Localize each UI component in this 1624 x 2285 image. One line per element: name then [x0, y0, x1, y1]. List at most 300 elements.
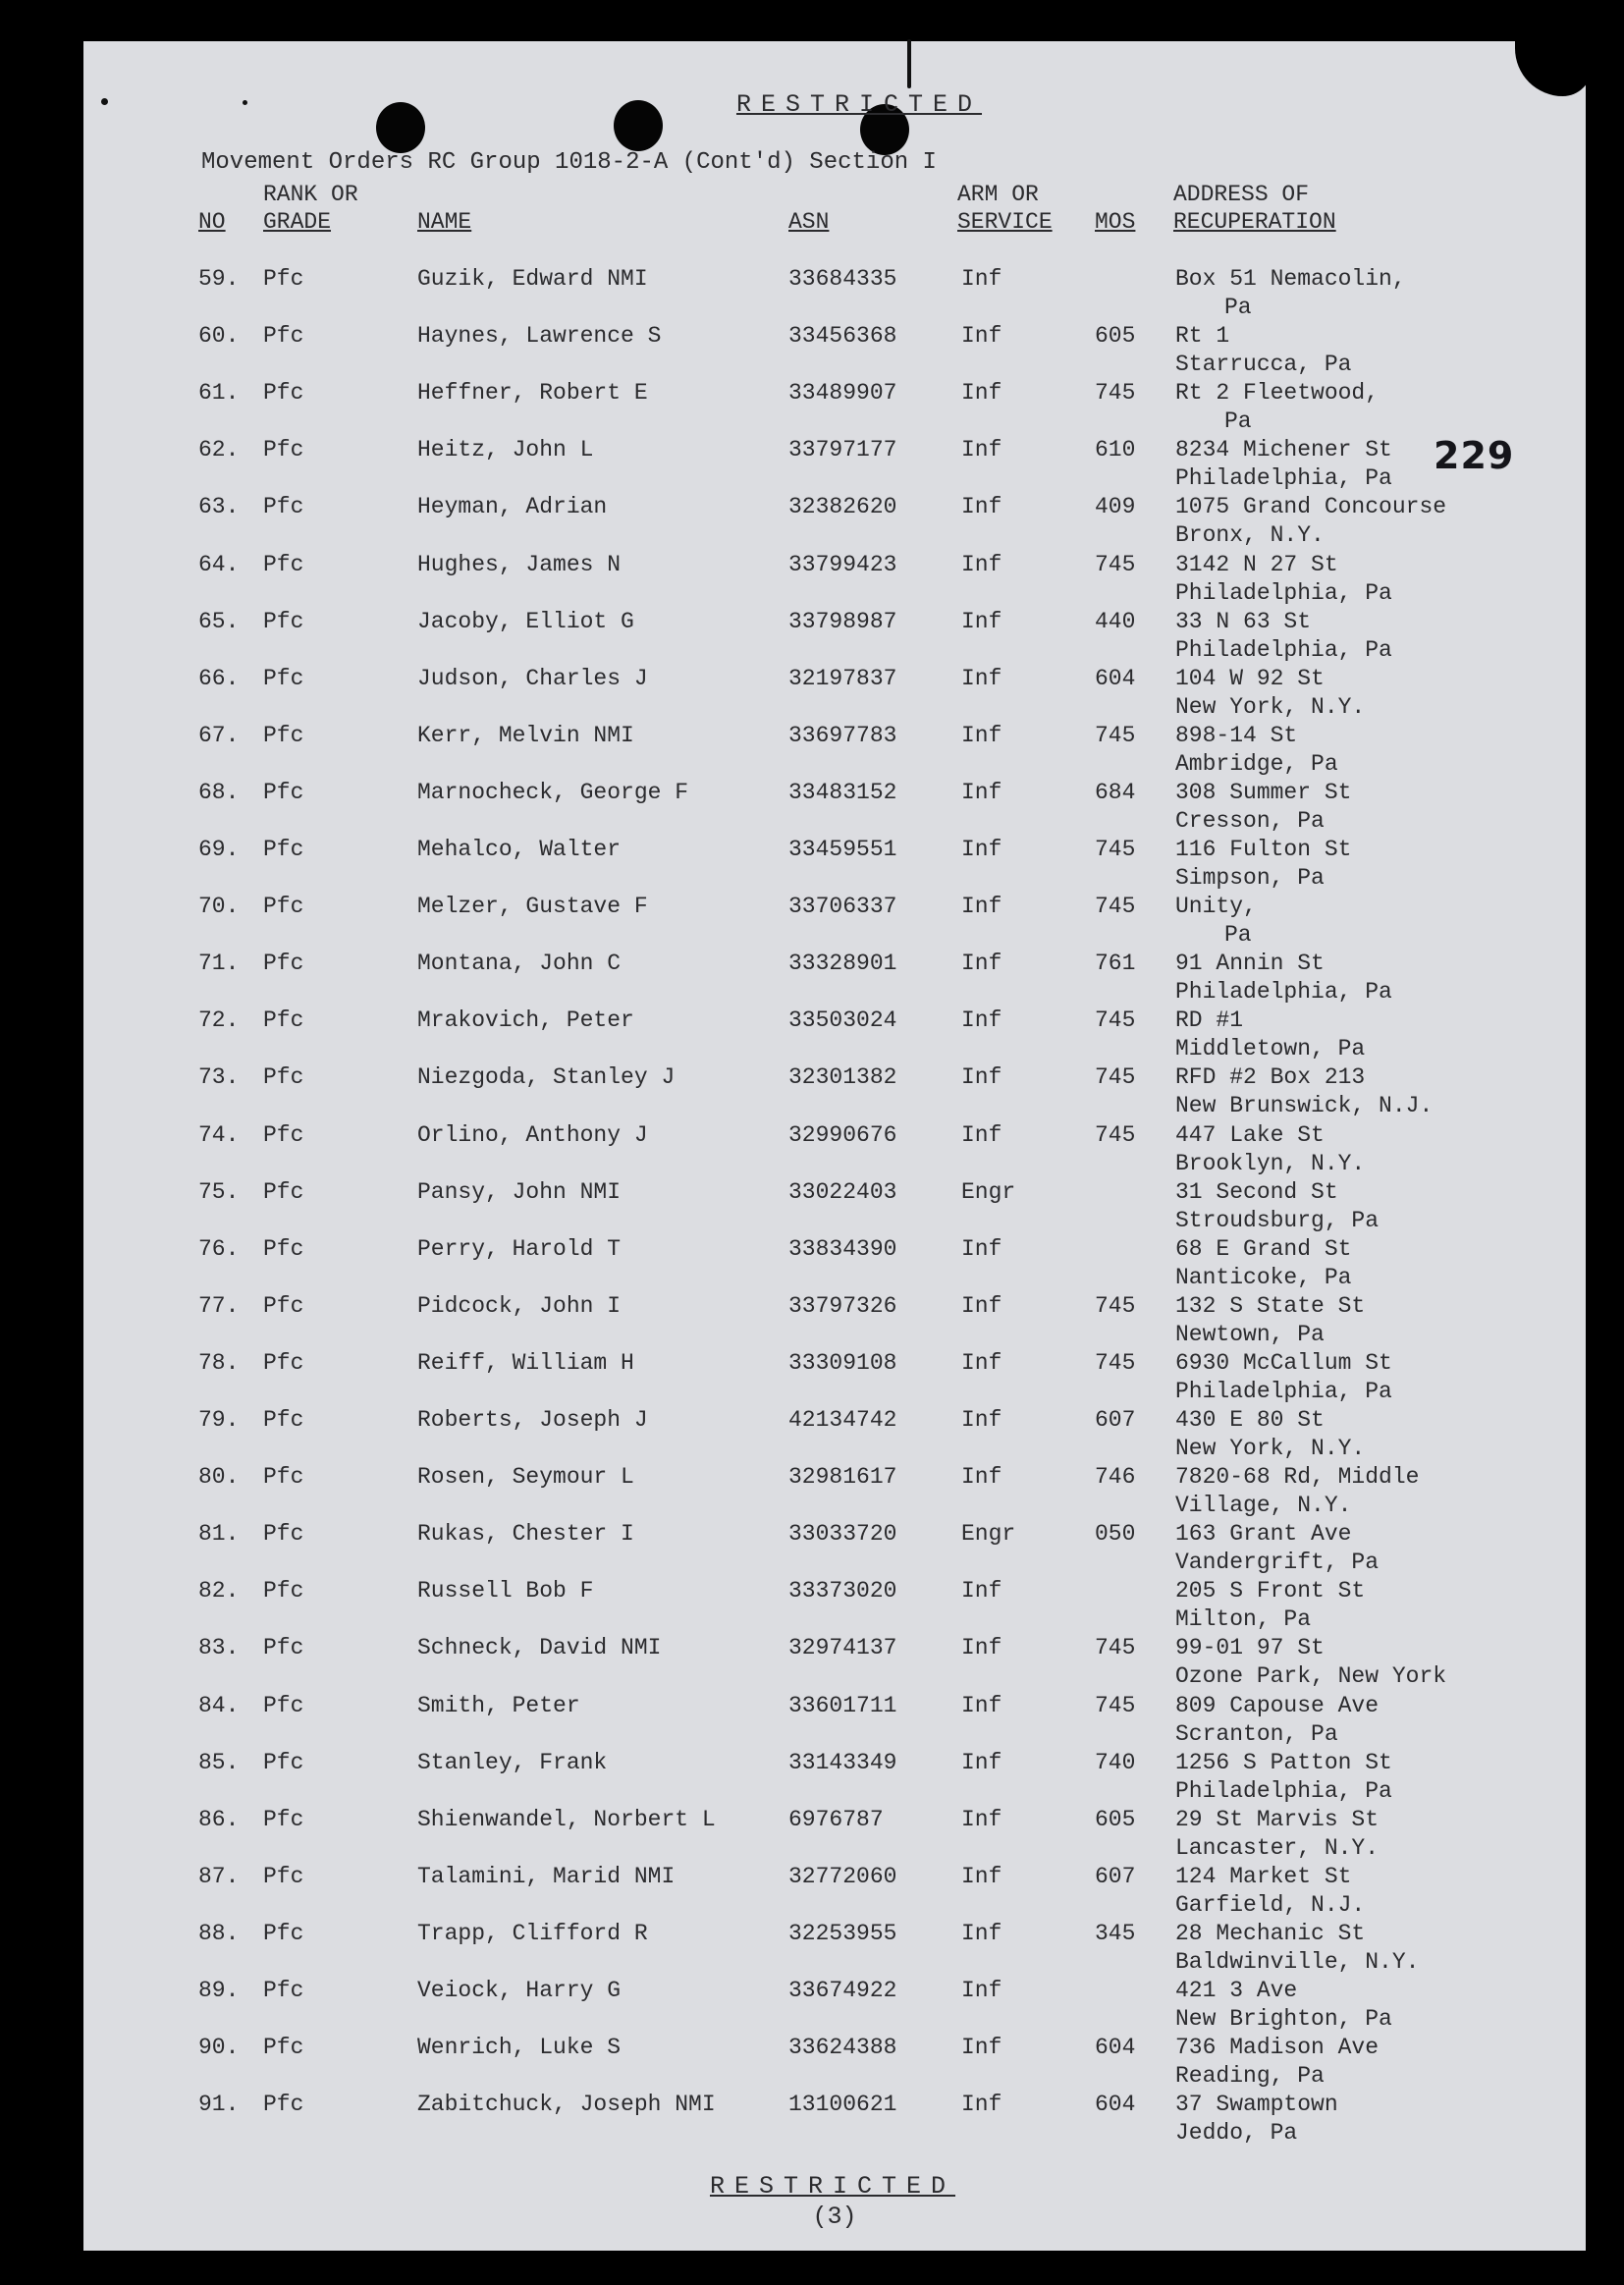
stamp-number: 229	[1434, 434, 1515, 477]
row-arm: Inf	[961, 2092, 1002, 2118]
table-row	[83, 1634, 1586, 1691]
row-grade: Pfc	[263, 1349, 304, 1376]
row-address	[1175, 2091, 1338, 2148]
row-asn: 33328901	[788, 951, 897, 977]
row-address-line2: Pa	[1224, 922, 1252, 949]
row-address-line2: Jeddo, Pa	[1175, 2120, 1298, 2147]
row-number: 84.	[198, 1692, 240, 1718]
row-name: Shienwandel, Norbert L	[417, 1806, 716, 1832]
row-grade: Pfc	[263, 1521, 304, 1548]
row-address-line1: 8234 Michener St	[1175, 437, 1392, 463]
row-name: Roberts, Joseph J	[417, 1407, 648, 1433]
row-mos: 745	[1095, 1121, 1136, 1148]
row-grade: Pfc	[263, 437, 304, 463]
row-address-line1: 99-01 97 St	[1175, 1635, 1325, 1661]
row-mos: 745	[1095, 1349, 1136, 1376]
row-name: Judson, Charles J	[417, 665, 648, 691]
table-row	[83, 2091, 1586, 2148]
table-row	[83, 1463, 1586, 1520]
row-arm: Inf	[961, 1349, 1002, 1376]
row-grade: Pfc	[263, 894, 304, 920]
document-page	[83, 41, 1586, 2251]
row-number: 74.	[198, 1121, 240, 1148]
row-address	[1175, 379, 1379, 436]
row-grade: Pfc	[263, 380, 304, 407]
table-row	[83, 893, 1586, 950]
row-address-line2: Newtown, Pa	[1175, 1321, 1325, 1347]
row-number: 63.	[198, 494, 240, 520]
row-number: 87.	[198, 1863, 240, 1889]
row-number: 86.	[198, 1806, 240, 1832]
column-header-arm-line2: SERVICE	[957, 209, 1053, 235]
row-address	[1175, 551, 1392, 608]
row-number: 77.	[198, 1292, 240, 1319]
row-address-line2: Cresson, Pa	[1175, 807, 1325, 834]
row-address-line2: Philadelphia, Pa	[1175, 979, 1392, 1006]
table-row	[83, 665, 1586, 722]
row-address-line2: Middletown, Pa	[1175, 1036, 1366, 1062]
row-arm: Inf	[961, 1692, 1002, 1718]
row-mos: 746	[1095, 1464, 1136, 1491]
row-name: Jacoby, Elliot G	[417, 608, 634, 634]
speck	[101, 98, 108, 105]
row-asn: 33373020	[788, 1578, 897, 1605]
row-mos: 604	[1095, 665, 1136, 691]
row-address-line1: 7820-68 Rd, Middle	[1175, 1464, 1420, 1491]
row-number: 90.	[198, 2035, 240, 2061]
table-row	[83, 1749, 1586, 1806]
row-address	[1175, 322, 1351, 379]
row-asn: 42134742	[788, 1407, 897, 1433]
row-mos: 745	[1095, 551, 1136, 577]
row-name: Montana, John C	[417, 951, 622, 977]
row-arm: Inf	[961, 266, 1002, 292]
row-address	[1175, 1063, 1433, 1120]
row-name: Mrakovich, Peter	[417, 1007, 634, 1034]
row-address-line1: 132 S State St	[1175, 1292, 1366, 1319]
row-name: Talamini, Marid NMI	[417, 1863, 676, 1889]
row-address-line1: RD #1	[1175, 1007, 1244, 1034]
row-asn: 33799423	[788, 551, 897, 577]
row-address-line2: Ozone Park, New York	[1175, 1663, 1447, 1690]
row-mos: 050	[1095, 1521, 1136, 1548]
row-asn: 33797326	[788, 1292, 897, 1319]
row-arm: Inf	[961, 1235, 1002, 1262]
row-asn: 33798987	[788, 608, 897, 634]
page-number: (3)	[812, 2203, 857, 2231]
row-address	[1175, 1349, 1392, 1406]
row-arm: Engr	[961, 1521, 1016, 1548]
restricted-footer: RESTRICTED	[709, 2172, 956, 2201]
row-arm: Inf	[961, 837, 1002, 862]
row-address	[1175, 1920, 1419, 1977]
row-grade: Pfc	[263, 837, 304, 862]
row-address-line1: 104 W 92 St	[1175, 665, 1325, 691]
row-grade: Pfc	[263, 494, 304, 520]
row-asn: 32253955	[788, 1920, 897, 1946]
table-row	[83, 1692, 1586, 1749]
row-asn: 13100621	[788, 2092, 897, 2118]
row-name: Hughes, James N	[417, 551, 622, 577]
row-address-line1: 736 Madison Ave	[1175, 2035, 1380, 2061]
row-number: 60.	[198, 323, 240, 350]
row-address-line1: 809 Capouse Ave	[1175, 1692, 1380, 1718]
row-address	[1175, 1806, 1379, 1863]
row-address-line2: Bronx, N.Y.	[1175, 522, 1325, 549]
row-mos: 761	[1095, 951, 1136, 977]
row-address-line1: Box 51 Nemacolin,	[1175, 266, 1406, 292]
row-address	[1175, 1863, 1365, 1920]
row-address-line2: Village, N.Y.	[1175, 1493, 1352, 1519]
row-grade: Pfc	[263, 1978, 304, 2003]
column-header-name	[417, 208, 471, 236]
row-grade: Pfc	[263, 1178, 304, 1205]
row-arm: Inf	[961, 951, 1002, 977]
row-name: Rosen, Seymour L	[417, 1464, 634, 1491]
row-grade: Pfc	[263, 1920, 304, 1946]
row-asn: 32990676	[788, 1121, 897, 1148]
row-arm: Inf	[961, 1749, 1002, 1775]
row-arm: Inf	[961, 1863, 1002, 1889]
row-number: 70.	[198, 894, 240, 920]
row-address-line1: Rt 1	[1175, 323, 1230, 350]
row-address	[1175, 665, 1365, 722]
row-mos: 440	[1095, 608, 1136, 634]
row-address-line1: 33 N 63 St	[1175, 608, 1312, 634]
row-address-line2: Milton, Pa	[1175, 1606, 1312, 1633]
row-name: Schneck, David NMI	[417, 1635, 662, 1661]
row-address-line2: Baldwinville, N.Y.	[1175, 1948, 1420, 1975]
table-row	[83, 779, 1586, 836]
row-grade: Pfc	[263, 1578, 304, 1605]
row-arm: Inf	[961, 1064, 1002, 1091]
row-name: Stanley, Frank	[417, 1749, 608, 1775]
row-grade: Pfc	[263, 1064, 304, 1091]
table-row	[83, 1292, 1586, 1349]
row-address-line1: 308 Summer St	[1175, 779, 1352, 805]
row-address	[1175, 779, 1351, 836]
row-address	[1175, 722, 1338, 779]
table-row	[83, 2034, 1586, 2091]
row-address-line2: Philadelphia, Pa	[1175, 579, 1392, 606]
row-number: 59.	[198, 266, 240, 292]
row-address-line2: Philadelphia, Pa	[1175, 1378, 1392, 1404]
row-name: Reiff, William H	[417, 1349, 634, 1376]
table-row	[83, 1235, 1586, 1292]
column-header-arm	[957, 181, 1053, 236]
row-address	[1175, 1977, 1392, 2034]
row-arm: Inf	[961, 551, 1002, 577]
table-row	[83, 1806, 1586, 1863]
row-arm: Inf	[961, 1635, 1002, 1661]
row-name: Haynes, Lawrence S	[417, 323, 662, 350]
row-arm: Inf	[961, 665, 1002, 691]
row-mos: 610	[1095, 437, 1136, 463]
row-grade: Pfc	[263, 2092, 304, 2118]
row-address	[1175, 1749, 1392, 1806]
row-address-line2: Philadelphia, Pa	[1175, 636, 1392, 663]
row-address-line2: Starrucca, Pa	[1175, 352, 1352, 378]
row-name: Trapp, Clifford R	[417, 1920, 648, 1946]
table-row	[83, 1178, 1586, 1235]
row-address-line1: 447 Lake St	[1175, 1121, 1325, 1148]
row-address-line1: 124 Market St	[1175, 1863, 1352, 1889]
document-title: Movement Orders RC Group 1018-2-A (Cont'd) Section I	[201, 149, 937, 176]
row-asn: 32197837	[788, 665, 897, 691]
row-address	[1175, 1577, 1365, 1634]
row-address-line2: Pa	[1224, 295, 1252, 320]
table-row	[83, 836, 1586, 893]
row-mos: 684	[1095, 779, 1136, 805]
row-arm: Inf	[961, 1578, 1002, 1605]
row-name: Veiock, Harry G	[417, 1978, 622, 2003]
row-name: Pansy, John NMI	[417, 1178, 622, 1205]
row-asn: 33456368	[788, 323, 897, 350]
column-header-rank-line2: GRADE	[263, 209, 332, 235]
row-arm: Inf	[961, 380, 1002, 407]
row-grade: Pfc	[263, 1292, 304, 1319]
row-address-line2: Lancaster, N.Y.	[1175, 1834, 1380, 1861]
row-name: Heyman, Adrian	[417, 494, 608, 520]
table-row	[83, 1406, 1586, 1463]
row-address-line2: Reading, Pa	[1175, 2063, 1325, 2090]
row-address-line1: 68 E Grand St	[1175, 1235, 1352, 1262]
row-grade: Pfc	[263, 665, 304, 691]
row-grade: Pfc	[263, 1235, 304, 1262]
row-arm: Inf	[961, 1407, 1002, 1433]
row-address-line1: Rt 2 Fleetwood,	[1175, 380, 1380, 407]
row-grade: Pfc	[263, 1464, 304, 1491]
row-address-line2: Philadelphia, Pa	[1175, 1777, 1392, 1804]
row-arm: Inf	[961, 494, 1002, 520]
row-address-line2: New Brunswick, N.J.	[1175, 1093, 1434, 1119]
row-grade: Pfc	[263, 1806, 304, 1832]
row-asn: 33503024	[788, 1007, 897, 1034]
row-address	[1175, 436, 1392, 493]
table-row	[83, 265, 1586, 322]
row-address-line1: 91 Annin St	[1175, 951, 1325, 977]
row-number: 83.	[198, 1635, 240, 1661]
row-mos: 745	[1095, 837, 1136, 862]
row-grade: Pfc	[263, 951, 304, 977]
row-asn: 32974137	[788, 1635, 897, 1661]
row-number: 72.	[198, 1007, 240, 1034]
row-address-line1: 37 Swamptown	[1175, 2092, 1338, 2118]
row-address-line2: Scranton, Pa	[1175, 1720, 1338, 1747]
table-row	[83, 493, 1586, 550]
row-name: Heitz, John L	[417, 437, 594, 463]
row-address-line2: Garfield, N.J.	[1175, 1891, 1366, 1918]
row-mos: 745	[1095, 1635, 1136, 1661]
row-asn: 32772060	[788, 1863, 897, 1889]
row-mos: 745	[1095, 722, 1136, 748]
row-asn: 6976787	[788, 1806, 884, 1832]
table-row	[83, 722, 1586, 779]
row-number: 78.	[198, 1349, 240, 1376]
row-number: 75.	[198, 1178, 240, 1205]
table-row	[83, 1121, 1586, 1178]
row-name: Perry, Harold T	[417, 1235, 622, 1262]
row-grade: Pfc	[263, 323, 304, 350]
row-asn: 33483152	[788, 779, 897, 805]
row-number: 85.	[198, 1749, 240, 1775]
row-arm: Inf	[961, 779, 1002, 805]
row-mos: 745	[1095, 894, 1136, 920]
row-arm: Inf	[961, 608, 1002, 634]
column-header-address-line1: ADDRESS OF	[1173, 182, 1310, 207]
table-row	[83, 950, 1586, 1006]
row-arm: Inf	[961, 1920, 1002, 1946]
column-header-no-label: NO	[198, 209, 226, 235]
row-arm: Inf	[961, 1007, 1002, 1034]
column-header-rank	[263, 181, 358, 236]
row-address	[1175, 893, 1257, 950]
row-address	[1175, 1178, 1379, 1235]
table-row	[83, 1349, 1586, 1406]
row-address-line2: Brooklyn, N.Y.	[1175, 1150, 1366, 1176]
row-asn: 33143349	[788, 1749, 897, 1775]
column-header-address-line2: RECUPERATION	[1173, 209, 1336, 235]
table-row	[83, 1063, 1586, 1120]
row-address	[1175, 950, 1392, 1006]
row-number: 68.	[198, 779, 240, 805]
row-mos: 745	[1095, 380, 1136, 407]
row-address-line2: New York, N.Y.	[1175, 693, 1366, 720]
row-name: Russell Bob F	[417, 1578, 594, 1605]
row-arm: Inf	[961, 1806, 1002, 1832]
row-mos: 604	[1095, 2092, 1136, 2118]
table-row	[83, 1520, 1586, 1577]
row-asn: 33674922	[788, 1978, 897, 2003]
row-number: 71.	[198, 951, 240, 977]
row-mos: 345	[1095, 1920, 1136, 1946]
row-number: 82.	[198, 1578, 240, 1605]
row-number: 73.	[198, 1064, 240, 1091]
row-name: Marnocheck, George F	[417, 779, 689, 805]
row-asn: 33706337	[788, 894, 897, 920]
row-grade: Pfc	[263, 1007, 304, 1034]
row-grade: Pfc	[263, 1863, 304, 1889]
row-number: 91.	[198, 2092, 240, 2118]
row-address	[1175, 1121, 1365, 1178]
row-asn: 33834390	[788, 1235, 897, 1262]
row-address-line1: 28 Mechanic St	[1175, 1920, 1366, 1946]
table-row	[83, 608, 1586, 665]
staple-mark	[907, 39, 911, 88]
row-mos: 745	[1095, 1692, 1136, 1718]
row-address-line2: New York, N.Y.	[1175, 1436, 1366, 1461]
row-asn: 32382620	[788, 494, 897, 520]
row-name: Guzik, Edward NMI	[417, 266, 648, 292]
row-mos: 745	[1095, 1007, 1136, 1034]
column-header-mos	[1095, 208, 1135, 236]
column-header-name-label: NAME	[417, 209, 472, 235]
row-address	[1175, 1235, 1351, 1292]
row-number: 88.	[198, 1920, 240, 1946]
row-name: Wenrich, Luke S	[417, 2035, 622, 2061]
row-address	[1175, 836, 1351, 893]
row-name: Orlino, Anthony J	[417, 1121, 648, 1148]
row-asn: 33022403	[788, 1178, 897, 1205]
row-number: 67.	[198, 722, 240, 748]
row-address	[1175, 1463, 1419, 1520]
row-name: Rukas, Chester I	[417, 1521, 634, 1548]
row-mos: 409	[1095, 494, 1136, 520]
row-mos: 605	[1095, 1806, 1136, 1832]
row-address-line1: 116 Fulton St	[1175, 837, 1352, 862]
row-address-line2: Pa	[1224, 408, 1252, 435]
row-asn: 33489907	[788, 380, 897, 407]
row-asn: 33601711	[788, 1692, 897, 1718]
row-address-line1: 31 Second St	[1175, 1178, 1338, 1205]
row-name: Smith, Peter	[417, 1692, 580, 1718]
row-address	[1175, 1692, 1379, 1749]
row-grade: Pfc	[263, 551, 304, 577]
row-mos: 604	[1095, 2035, 1136, 2061]
table-row	[83, 322, 1586, 379]
row-address-line1: 1256 S Patton St	[1175, 1749, 1392, 1775]
row-arm: Inf	[961, 323, 1002, 350]
row-name: Niezgoda, Stanley J	[417, 1064, 676, 1091]
row-address	[1175, 2034, 1379, 2091]
column-header-address	[1173, 181, 1336, 236]
row-address-line1: 205 S Front St	[1175, 1578, 1366, 1605]
row-mos: 605	[1095, 323, 1136, 350]
row-address-line2: Simpson, Pa	[1175, 865, 1325, 891]
row-grade: Pfc	[263, 266, 304, 292]
row-arm: Inf	[961, 1121, 1002, 1148]
row-name: Mehalco, Walter	[417, 837, 622, 862]
row-arm: Inf	[961, 2035, 1002, 2061]
table-row	[83, 1006, 1586, 1063]
row-address-line2: Philadelphia, Pa	[1175, 465, 1392, 492]
column-header-asn-label: ASN	[788, 209, 830, 235]
row-number: 61.	[198, 380, 240, 407]
row-number: 89.	[198, 1978, 240, 2003]
row-address-line1: Unity,	[1175, 894, 1257, 920]
table-row	[83, 1577, 1586, 1634]
row-address	[1175, 493, 1446, 550]
row-number: 76.	[198, 1235, 240, 1262]
row-name: Zabitchuck, Joseph NMI	[417, 2092, 716, 2118]
row-address	[1175, 1292, 1365, 1349]
row-asn: 33624388	[788, 2035, 897, 2061]
table-row	[83, 436, 1586, 493]
row-address	[1175, 1406, 1365, 1463]
row-name: Melzer, Gustave F	[417, 894, 648, 920]
table-row	[83, 1863, 1586, 1920]
row-asn: 32301382	[788, 1064, 897, 1091]
row-asn: 33459551	[788, 837, 897, 862]
row-number: 66.	[198, 665, 240, 691]
row-mos: 607	[1095, 1863, 1136, 1889]
row-name: Kerr, Melvin NMI	[417, 722, 634, 748]
row-asn: 33797177	[788, 437, 897, 463]
row-grade: Pfc	[263, 2035, 304, 2061]
torn-corner	[1515, 37, 1592, 96]
row-mos: 745	[1095, 1292, 1136, 1319]
row-mos: 745	[1095, 1064, 1136, 1091]
column-header-arm-line1: ARM OR	[957, 182, 1039, 207]
table-row	[83, 1920, 1586, 1977]
column-header-mos-label: MOS	[1095, 209, 1136, 235]
row-asn: 32981617	[788, 1464, 897, 1491]
column-header-rank-line1: RANK OR	[263, 182, 358, 207]
row-name: Pidcock, John I	[417, 1292, 622, 1319]
row-grade: Pfc	[263, 722, 304, 748]
row-address-line2: Vandergrift, Pa	[1175, 1550, 1380, 1576]
row-grade: Pfc	[263, 1749, 304, 1775]
